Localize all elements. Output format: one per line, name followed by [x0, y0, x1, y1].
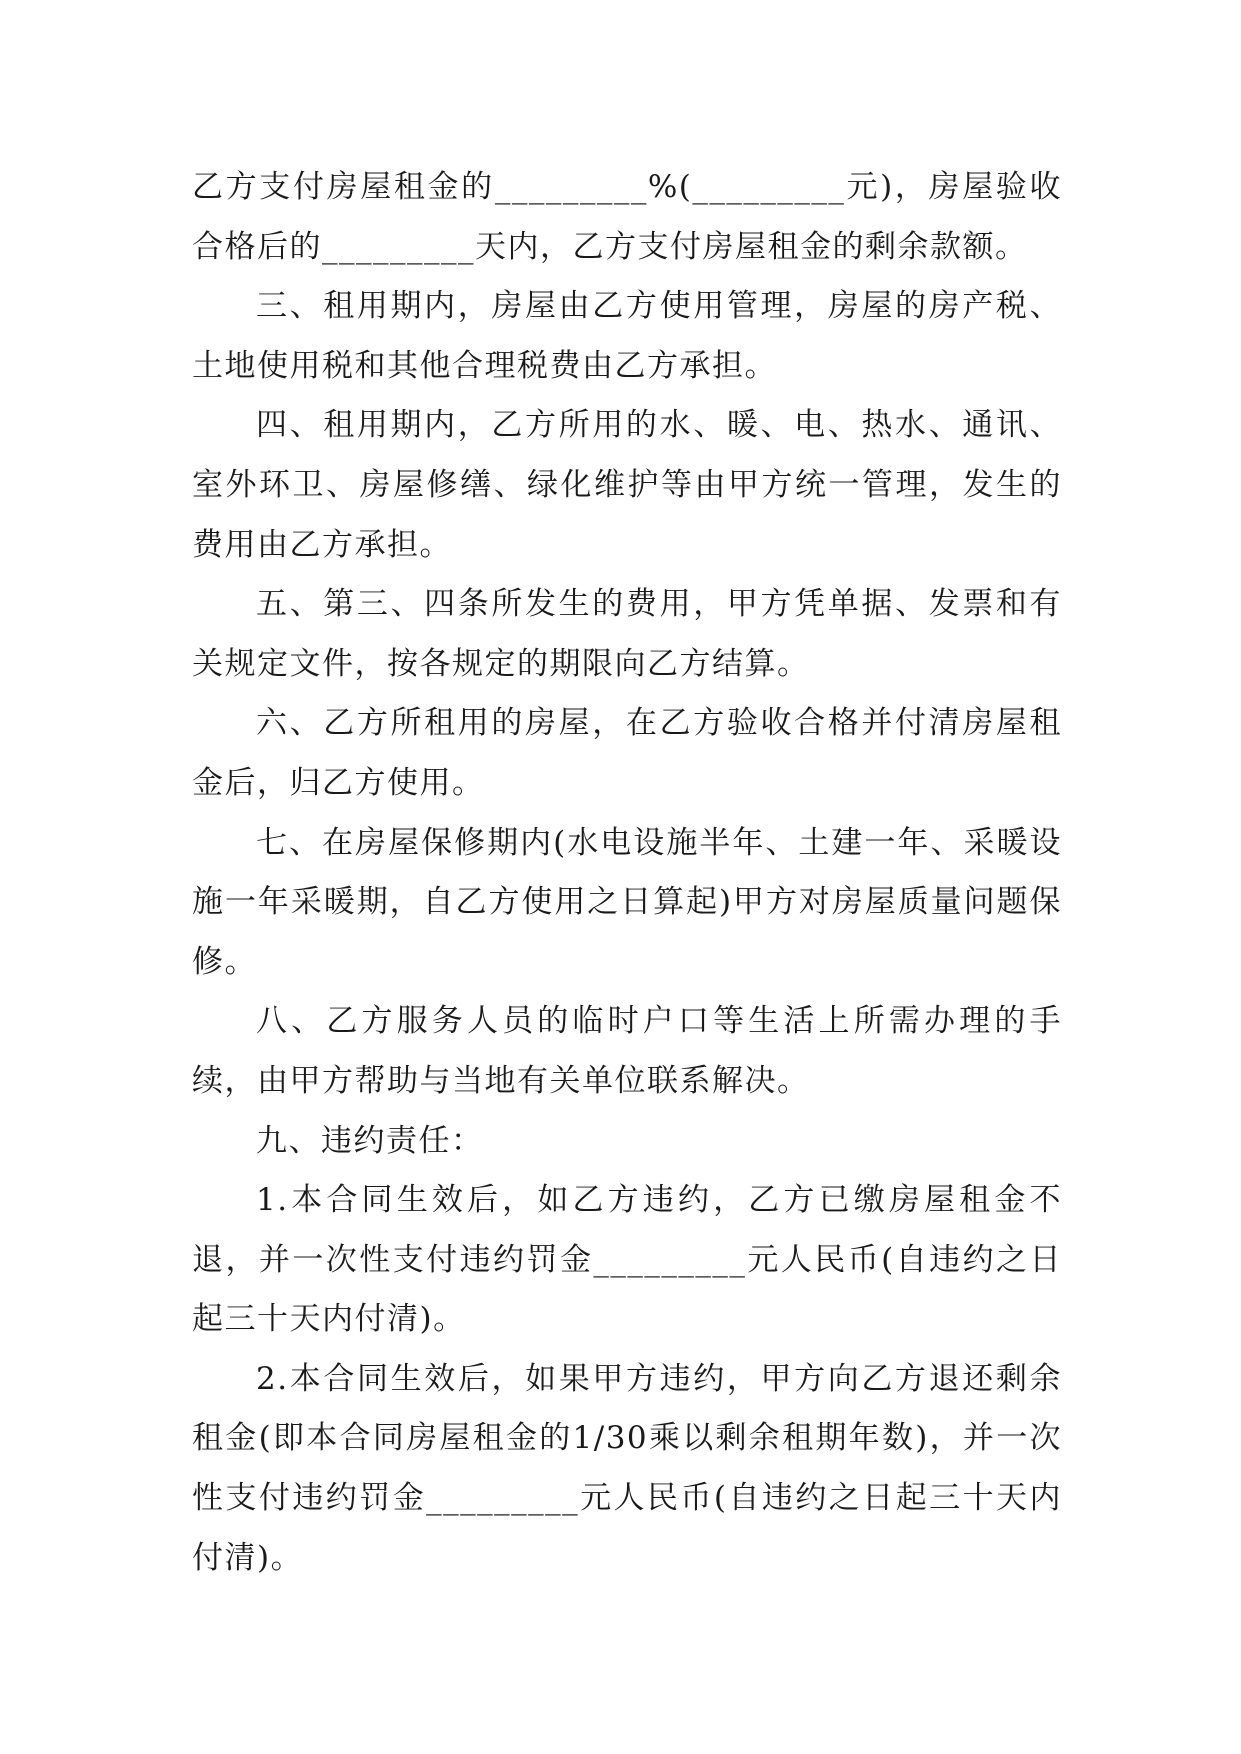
paragraph-clause-6: 六、乙方所租用的房屋，在乙方验收合格并付清房屋租金后，归乙方使用。	[192, 705, 1062, 801]
paragraph-clause-8: 八、乙方服务人员的临时户口等生活上所需办理的手续，由甲方帮助与当地有关单位联系解决。	[192, 1003, 1062, 1099]
paragraph-clause-5: 五、第三、四条所发生的费用，甲方凭单据、发票和有关规定文件，按各规定的期限向乙方结算。	[192, 586, 1062, 682]
paragraph-clause-9-item-2: 2.本合同生效后，如果甲方违约，甲方向乙方退还剩余租金(即本合同房屋租金的1/30乘以剩余租期年数)，并一次性支付违约罚金_________元人民币(自违约之日起三十天内付清)。	[192, 1360, 1062, 1576]
paragraph-clause-3: 三、租用期内，房屋由乙方使用管理，房屋的房产税、土地使用税和其他合理税费由乙方承担。	[192, 288, 1062, 384]
paragraph-rent-payment: 乙方支付房屋租金的_________%(_________元)，房屋验收合格后的_________天内，乙方支付房屋租金的剩余款额。	[192, 169, 1062, 265]
paragraph-clause-9-item-1: 1.本合同生效后，如乙方违约，乙方已缴房屋租金不退，并一次性支付违约罚金_________元人民币(自违约之日起三十天内付清)。	[192, 1182, 1062, 1338]
document-body	[192, 158, 1062, 1588]
paragraph-clause-7: 七、在房屋保修期内(水电设施半年、土建一年、采暖设施一年采暖期，自乙方使用之日算起)甲方对房屋质量问题保修。	[192, 824, 1062, 980]
paragraph-clause-4: 四、租用期内，乙方所用的水、暖、电、热水、通讯、室外环卫、房屋修缮、绿化维护等由甲方统一管理，发生的费用由乙方承担。	[192, 407, 1062, 563]
paragraph-clause-9-heading: 九、违约责任：	[256, 1122, 484, 1159]
